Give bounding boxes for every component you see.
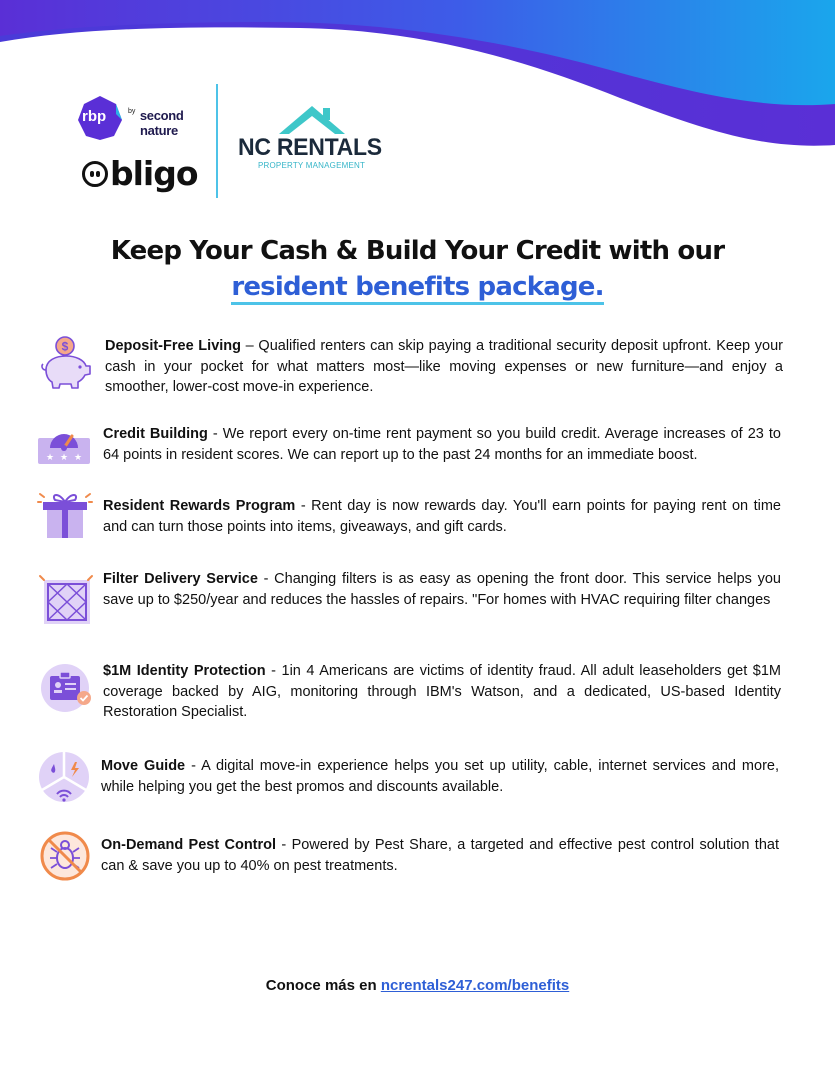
benefit-description: - Changing filters is as easy as opening the front door. This service helps you save up to $250/year and reduces the hassles of repairs. "For homes with HVAC requiring filter changes <box>103 571 781 608</box>
benefit-title: Credit Building <box>103 426 208 442</box>
utilities-icon <box>36 750 92 806</box>
benefit-title: On-Demand Pest Control <box>101 837 277 853</box>
svg-text:★: ★ <box>73 452 83 462</box>
benefit-description: - 1in 4 Americans are victims of identity fraud. All adult leaseholders get $1M coverage backed by AIG, monitoring through IBM's Watson, and a dedicated, US-based Identity Restoration Specialist. <box>103 663 781 720</box>
nc-rentals-logo: NC RENTALS <box>238 134 382 161</box>
svg-text:★: ★ <box>45 452 55 462</box>
benefits-link[interactable]: ncrentals247.com/benefits <box>380 977 570 994</box>
obligo-logo <box>80 154 198 193</box>
rbp-logo-text: rbp <box>82 108 107 125</box>
benefit-title: Deposit-Free Living <box>105 338 241 354</box>
nc-rentals-subtitle: PROPERTY MANAGEMENT <box>258 161 366 170</box>
air-filter-icon <box>38 572 94 628</box>
obligo-logo-text: bligo <box>110 154 198 193</box>
footer-prefix: Conoce más en <box>265 977 381 994</box>
logo-divider <box>216 84 218 198</box>
benefit-title: Resident Rewards Program <box>103 498 296 514</box>
id-badge-icon <box>38 660 94 716</box>
partner-logos <box>70 84 410 200</box>
house-roof-icon <box>279 104 345 138</box>
credit-gauge-icon <box>36 418 92 474</box>
svg-text:$: $ <box>61 339 69 354</box>
gift-icon <box>37 488 93 544</box>
page-subtitle-text: resident benefits package. <box>231 272 603 305</box>
piggy-bank-icon <box>38 334 94 390</box>
no-pest-icon <box>37 828 93 884</box>
footer-cta <box>0 977 835 994</box>
benefit-description: - Rent day is now rewards day. You'll earn points for paying rent on time and can turn those points into items, giveaways, and gift cards. <box>103 498 781 535</box>
benefit-description: - A digital move-in experience helps you set up utility, cable, internet services and more, while helping you get the best promos and discounts available. <box>101 758 779 795</box>
second-nature-logo <box>128 108 184 138</box>
benefit-title: Filter Delivery Service <box>103 571 258 587</box>
page-subtitle <box>0 272 835 302</box>
benefit-description: - Powered by Pest Share, a targeted and effective pest control solution that can & save you up to 40% on pest treatments. <box>101 837 779 874</box>
second-label: second <box>139 108 184 123</box>
page-title: Keep Your Cash & Build Your Credit with our <box>110 236 725 266</box>
by-label: by <box>128 108 136 115</box>
benefit-title: $1M Identity Protection <box>103 663 266 679</box>
benefit-description: - We report every on-time rent payment so you build credit. Average increases of 23 to 64 points in resident scores. We can report up to the past 24 months for an immediate boost. <box>103 426 781 463</box>
benefit-title: Move Guide <box>101 758 186 774</box>
svg-text:★: ★ <box>59 452 69 462</box>
nature-label: nature <box>140 123 178 138</box>
benefit-description: – Qualified renters can skip paying a traditional security deposit upfront. Keep your cash in your pocket for what matters most—like moving expenses or new furniture—and enjoy a smoother, lower-cost move-in experience. <box>105 338 783 395</box>
